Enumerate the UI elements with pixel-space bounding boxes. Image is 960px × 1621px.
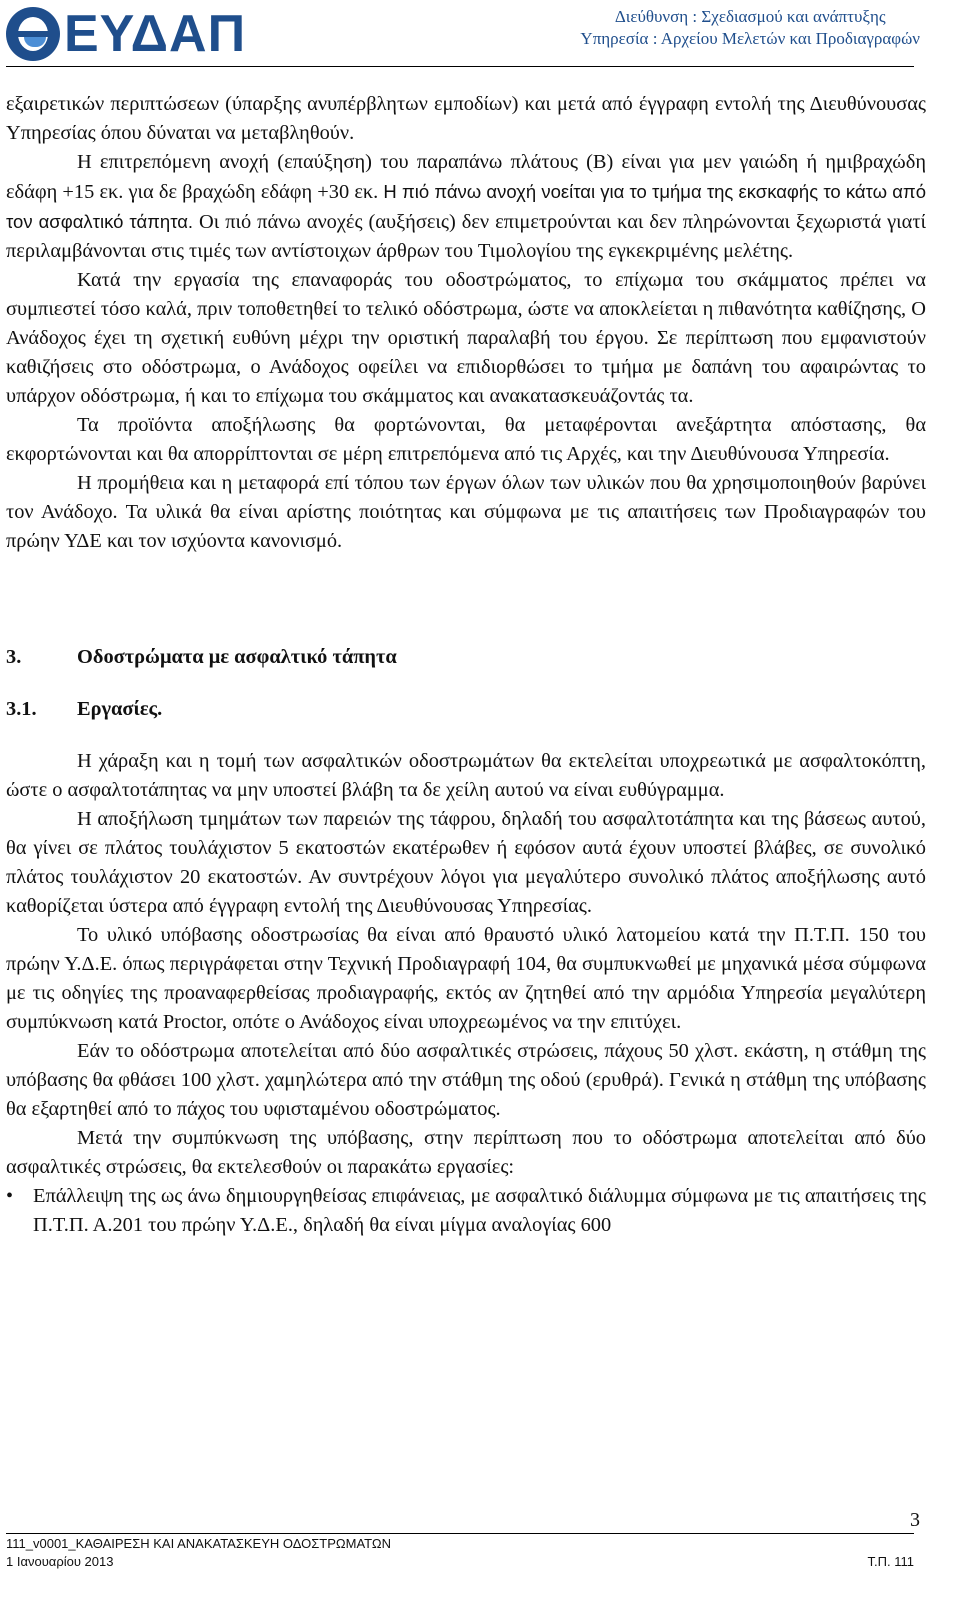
bullet-icon: • — [6, 1185, 14, 1207]
paragraph: εξαιρετικών περιπτώσεων (ύπαρξης ανυπέρβλητων εμποδίων) και μετά από έγγραφη εντολή της Διευθύνουσας Υπηρεσίας όπου δύναται να μεταβληθούν. — [6, 93, 926, 144]
footer-date: 1 Ιανουαρίου 2013 — [6, 1554, 114, 1569]
header-divider — [6, 66, 914, 67]
paragraph-tolerance — [6, 148, 926, 266]
paragraph: Εάν το οδόστρωμα αποτελείται από δύο ασφαλτικές στρώσεις, πάχους 50 χλστ. εκάστη, η στάθμη της υπόβασης θα φθάσει 100 χλστ. χαμηλώτερα από την στάθμη της οδού (ερυθρά). Γενικά η στάθμη της υπόβασης θα εξαρτηθεί από το πάχος του υφισταμένου οδοστρώματος. — [6, 1040, 926, 1120]
subsection-title: Εργασίες. — [77, 698, 163, 720]
paragraph: Μετά την συμπύκνωση της υπόβασης, στην περίπτωση που το οδόστρωμα αποτελείται από δύο ασφαλτικές στρώσεις, θα εκτελεσθούν οι παρακάτω εργασίες: — [6, 1127, 926, 1178]
paragraph: Το υλικό υπόβασης οδοστρωσίας θα είναι από θραυστό υλικό λατομείου κατά την Π.Τ.Π. 150 του πρώην Υ.Δ.Ε. όπως περιγράφεται στην Τεχνική Προδιαγραφή 104, θα συμπυκνωθεί με μηχανικά μέσα σύμφωνα με τις οδηγίες της προαναφερθείσας προδιαγραφής, εκτός αν ζητηθεί από την αρμόδια Υπηρεσία μεγαλύτερη συμπύκνωση κατά Proctor, οπότε ο Ανάδοχος είναι υποχρεωμένος να την επιτύχει. — [6, 924, 926, 1033]
logo-icon — [6, 7, 60, 61]
document-body — [6, 90, 926, 1240]
paragraph-text-sans: Η πιό πάνω ανοχή νοείται για το τμήμα της εκσκαφής το κάτω από τον ασφαλτικό τάπητα. — [6, 181, 926, 232]
paragraph-text: Οι πιό πάνω ανοχές (αυξήσεις) δεν επιμετρούνται και δεν πληρώνονται ξεχωριστά γιατί περιλαμβάνονται στις τιμές των αντίστοιχων άρθρων του Τιμολογίου της εγκεκριμένης μελέτης. — [6, 211, 926, 262]
list-item-text: Επάλλειψη της ως άνω δημιουργηθείσας επιφάνειας, με ασφαλτικό διάλυμμα σύμφωνα με τις απαιτήσεις της Π.Τ.Π. Α.201 του πρώην Υ.Δ.Ε., δηλαδή θα είναι μίγμα αναλογίας 600 — [33, 1185, 926, 1236]
subsection-heading — [6, 695, 926, 724]
paragraph: Η αποξήλωση τμημάτων των παρειών της τάφρου, δηλαδή του ασφαλτοτάπητα και της βάσεως αυτού, θα γίνει σε πλάτος τουλάχιστον 5 εκατοστών εκατέρωθεν ή εφόσον αυτά έχουν υποστεί βλάβες, σε συνολικό πλάτος τουλάχιστον 20 εκατοστών. Αν συντρέχουν λόγοι για μεγαλύτερο συνολικό πλάτος αποξήλωσης αυτό καθορίζεται ύστερα από έγγραφη εντολή της Διευθύνουσας Υπηρεσίας. — [6, 808, 926, 917]
eydap-logo — [6, 4, 246, 64]
page-number: 3 — [910, 1509, 920, 1531]
paragraph: Η χάραξη και η τομή των ασφαλτικών οδοστρωμάτων θα εκτελείται υποχρεωτικά με ασφαλτοκόπτη, ώστε ο ασφαλτοτάπητας να μην υποστεί βλάβη τα δε χείλη αυτού να είναι ευθύγραμμα. — [6, 750, 926, 801]
footer-file-name: 111_v0001_ΚΑΘΑΙΡΕΣΗ ΚΑΙ ΑΝΑΚΑΤΑΣΚΕΥΗ ΟΔΟΣΤΡΩΜΑΤΩΝ — [6, 1536, 391, 1551]
footer-divider — [6, 1533, 914, 1534]
list-item — [6, 1182, 926, 1240]
paragraph: Τα προϊόντα αποξήλωσης θα φορτώνονται, θα μεταφέρονται ανεξάρτητα απόστασης, θα εκφορτώνονται και θα απορρίπτονται σε μέρη επιτρεπόμενα από τις Αρχές, και την Διευθύνουσα Υπηρεσία. — [6, 414, 926, 465]
page-header — [0, 0, 960, 70]
header-direction: Διεύθυνση : Σχεδιασμού και ανάπτυξης — [614, 7, 886, 26]
paragraph: Κατά την εργασία της επαναφοράς του οδοστρώματος, το επίχωμα του σκάμματος πρέπει να συμπιεστεί τόσο καλά, πριν τοποθετηθεί το τελικό οδόστρωμα, ώστε να αποκλείεται η πιθανότητα καθίζησης, Ο Ανάδοχος έχει τη σχετική ευθύνη μέχρι την οριστική παραλαβή του έργου. Σε περίπτωση που εμφανιστούν καθιζήσεις στο οδόστρωμα, ο Ανάδοχος οφείλει να επιδιορθώσει το τμήμα με δαπάνη του αφαιρώντας το υπάρχον οδόστρωμα, ή και το επίχωμα του σκάμματος και ανακατασκευάζοντάς τα. — [6, 269, 926, 407]
section-number: 3. — [6, 646, 22, 668]
page-footer — [0, 1505, 960, 1621]
subsection-number: 3.1. — [6, 698, 37, 720]
footer-code: Τ.Π. 111 — [867, 1554, 914, 1569]
section-heading — [6, 643, 926, 672]
paragraph-text: Η επιτρεπόμενη ανοχή (επαύξηση) του παραπάνω πλάτους (Β) είναι για μεν γαιώδη ή ημιβραχώδη εδάφη +15 εκ. για δε βραχώδη εδάφη +30 εκ. — [6, 151, 926, 203]
header-info — [580, 6, 920, 50]
section-title: Οδοστρώματα με ασφαλτικό τάπητα — [77, 646, 397, 668]
header-service: Υπηρεσία : Αρχείου Μελετών και Προδιαγραφών — [580, 29, 920, 48]
paragraph: Η προμήθεια και η μεταφορά επί τόπου των έργων όλων των υλικών που θα χρησιμοποιηθούν βαρύνει τον Ανάδοχο. Τα υλικά θα είναι αρίστης ποιότητας και σύμφωνα με τις απαιτήσεις των Προδιαγραφών του πρώην ΥΔΕ και τον ισχύοντα κανονισμό. — [6, 472, 926, 552]
logo-text: ΕΥΔΑΠ — [64, 5, 247, 63]
